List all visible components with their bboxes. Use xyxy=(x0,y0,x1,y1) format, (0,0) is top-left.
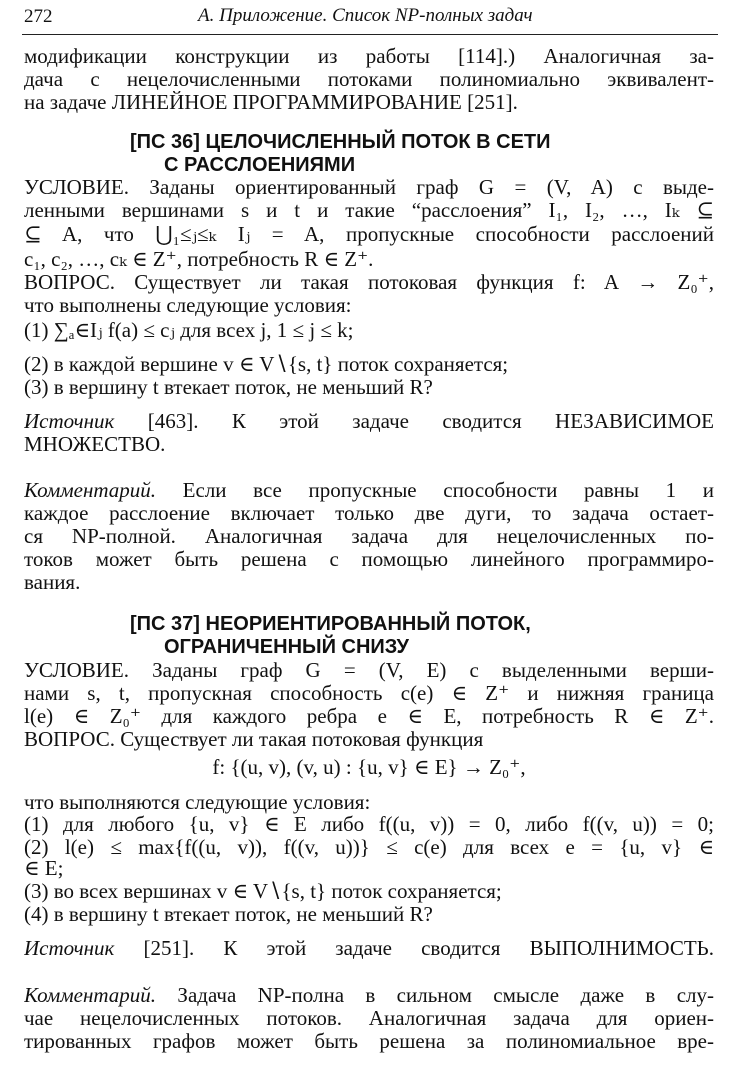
text-segment: [251]. К этой задаче сводится ВЫПОЛНИМОСТЬ. xyxy=(114,936,714,960)
text-line: ОГРАНИЧЕННЫЙ СНИЗУ xyxy=(164,636,409,658)
italic-label: Комментарий. xyxy=(24,478,157,502)
text-line: на задаче ЛИНЕЙНОЕ ПРОГРАММИРОВАНИЕ [251]. xyxy=(24,90,518,114)
text-line: модификации конструкции из работы [114].) Аналогичная за- xyxy=(24,44,714,68)
text-line: тированных графов может быть решена за полиномиальное вре- xyxy=(24,1029,714,1053)
text-line: ленными вершинами s и t и такие “расслоения” I₁, I₂, …, Iₖ ⊆ xyxy=(24,198,714,222)
text-line: (3) во всех вершинах v ∈ V∖{s, t} поток сохраняется; xyxy=(24,879,502,903)
text-line: [ПС 37] НЕОРИЕНТИРОВАННЫЙ ПОТОК, xyxy=(130,613,531,635)
text-line: (1) ∑ₐ∈Iⱼ f(a) ≤ cⱼ для всех j, 1 ≤ j ≤ k; xyxy=(24,318,354,342)
text-line: МНОЖЕСТВО. xyxy=(24,432,166,456)
text-line: каждое расслоение включает только две дуги, то задача остает- xyxy=(24,501,714,525)
text-line: l(e) ∈ Z₀⁺ для каждого ребра e ∈ E, потребность R ∈ Z⁺. xyxy=(24,704,714,728)
italic-label: Источник xyxy=(24,409,115,433)
text-line: УСЛОВИЕ. Заданы граф G = (V, E) с выделенными верши- xyxy=(24,658,714,682)
text-line xyxy=(24,936,714,960)
text-line: УСЛОВИЕ. Заданы ориентированный граф G = (V, A) с выде- xyxy=(24,175,714,199)
text-line: ся NP-полной. Аналогичная задача для нецелочисленных по- xyxy=(24,524,714,548)
text-line: (4) в вершину t втекает поток, не меньший R? xyxy=(24,902,433,926)
running-title: А. Приложение. Список NP-полных задач xyxy=(198,5,533,26)
text-line xyxy=(24,983,714,1007)
text-segment: Если все пропускные способности равны 1 и xyxy=(156,478,714,502)
text-line: ∈ E; xyxy=(24,856,64,880)
text-line xyxy=(24,478,714,502)
header-rule xyxy=(22,34,718,35)
text-line: c₁, c₂, …, cₖ ∈ Z⁺, потребность R ∈ Z⁺. xyxy=(24,247,374,271)
text-line: f: {(u, v), (v, u) : {u, v} ∈ E} → Z₀⁺, xyxy=(212,755,526,779)
text-line: (1) для любого {u, v} ∈ E либо f((u, v)) = 0, либо f((v, u)) = 0; xyxy=(24,812,714,836)
text-line: ВОПРОС. Существует ли такая потоковая функция f: A → Z₀⁺, xyxy=(24,270,714,294)
text-segment: [463]. К этой задаче сводится НЕЗАВИСИМОЕ xyxy=(114,409,714,433)
page-number: 272 xyxy=(24,6,53,27)
text-line: [ПС 36] ЦЕЛОЧИСЛЕННЫЙ ПОТОК В СЕТИ xyxy=(130,131,551,153)
text-line xyxy=(24,409,714,433)
text-line: вания. xyxy=(24,570,81,594)
text-line: ⊆ A, что ⋃₁≤ⱼ≤ₖ Iⱼ = A, пропускные способности расслоений xyxy=(24,222,714,246)
text-line: что выполняются следующие условия: xyxy=(24,790,371,814)
text-line: токов может быть решена с помощью линейного программиро- xyxy=(24,547,714,571)
text-line: что выполнены следующие условия: xyxy=(24,293,352,317)
text-line: (2) l(e) ≤ max{f((u, v)), f((v, u))} ≤ c(e) для всех e = {u, v} ∈ xyxy=(24,835,714,859)
text-line: С РАССЛОЕНИЯМИ xyxy=(164,154,356,176)
text-line: ВОПРОС. Существует ли такая потоковая функция xyxy=(24,727,484,751)
text-segment: Задача NP-полна в сильном смысле даже в слу- xyxy=(156,983,714,1007)
text-line: (2) в каждой вершине v ∈ V∖{s, t} поток сохраняется; xyxy=(24,352,509,376)
text-line: дача с нецелочисленными потоками полиномиально эквивалент- xyxy=(24,67,714,91)
italic-label: Источник xyxy=(24,936,115,960)
italic-label: Комментарий. xyxy=(24,983,157,1007)
text-line: (3) в вершину t втекает поток, не меньший R? xyxy=(24,375,433,399)
text-line: чае нецелочисленных потоков. Аналогичная задача для ориен- xyxy=(24,1006,714,1030)
text-line: нами s, t, пропускная способность c(e) ∈ Z⁺ и нижняя граница xyxy=(24,681,714,705)
